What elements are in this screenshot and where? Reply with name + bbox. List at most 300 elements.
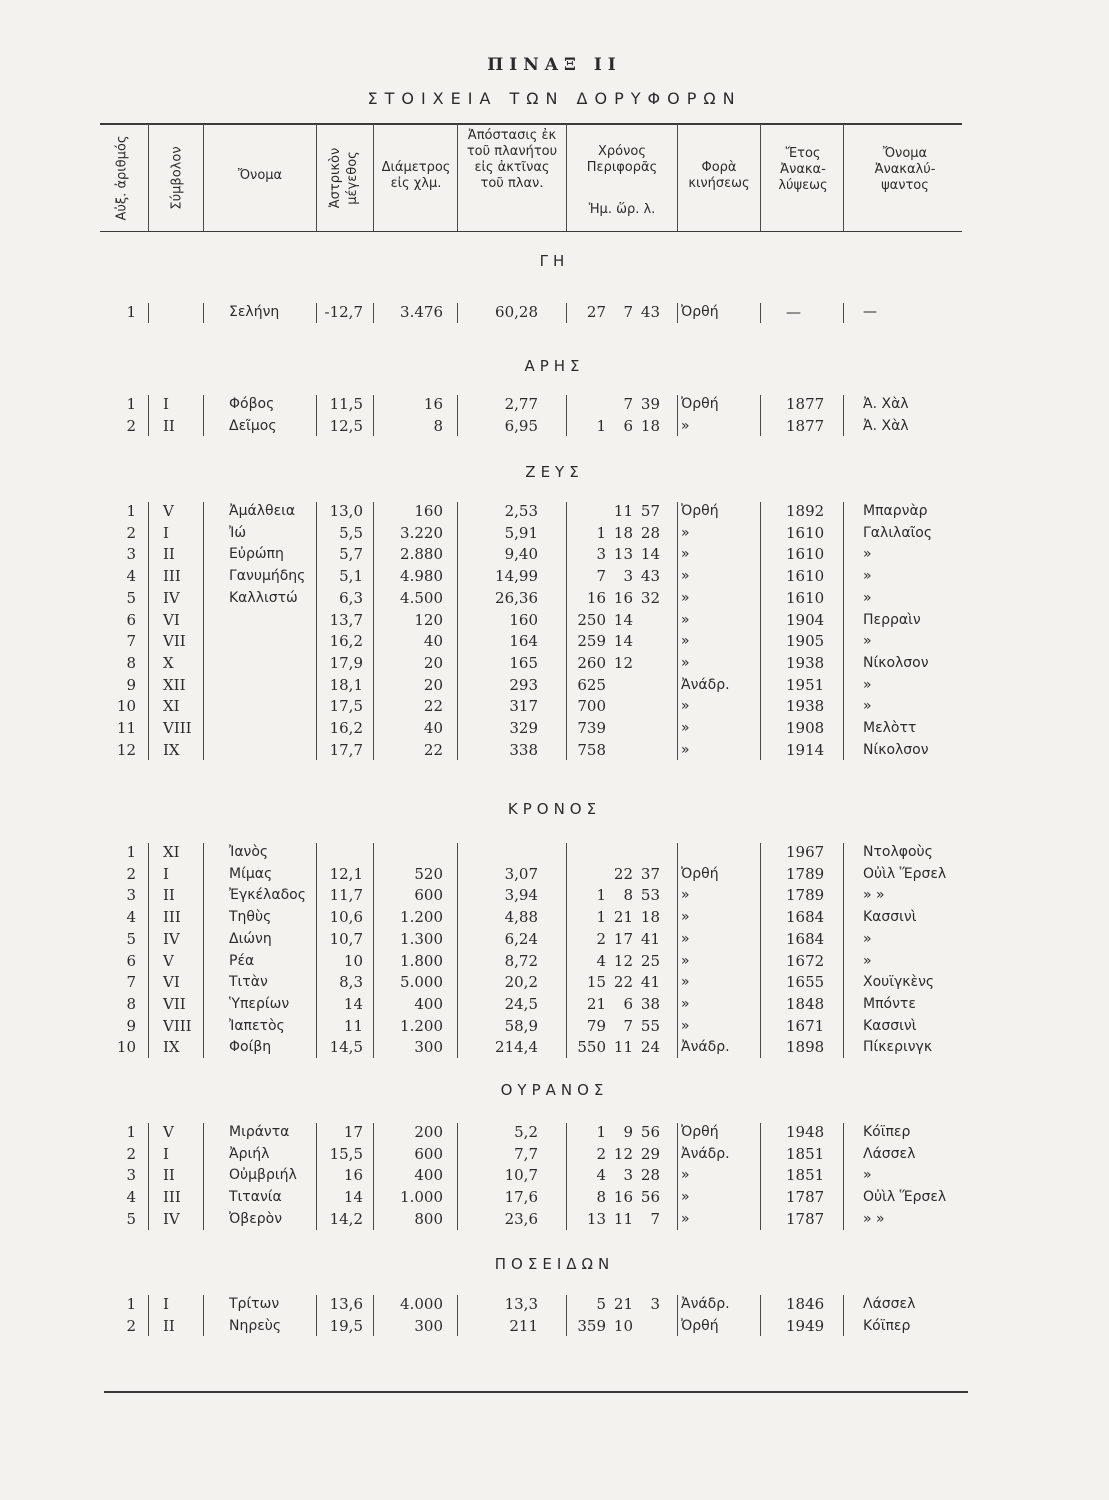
discovery-year: 1671 xyxy=(786,1016,825,1035)
column-rule xyxy=(316,303,317,323)
row-number: 11 xyxy=(116,719,136,737)
diameter: 120 xyxy=(414,610,443,629)
header-divider xyxy=(373,124,374,231)
discovery-year: 1951 xyxy=(786,675,825,694)
period-minutes: 29 xyxy=(640,1144,660,1163)
period-minutes: 18 xyxy=(640,908,660,927)
distance: 6,95 xyxy=(504,416,538,435)
header-name: Ὄνομα xyxy=(237,168,283,183)
row-number: 6 xyxy=(126,951,136,970)
column-rule xyxy=(677,395,678,436)
direction: » xyxy=(681,589,690,606)
period-days: 359 xyxy=(577,1316,606,1335)
discoverer: » xyxy=(863,568,872,585)
period-minutes: 56 xyxy=(640,1123,660,1141)
diameter: 22 xyxy=(423,740,443,759)
magnitude: 13,6 xyxy=(329,1295,363,1313)
period-hours: 21 xyxy=(613,908,633,927)
period-hours: 9 xyxy=(623,1123,633,1141)
column-rule xyxy=(203,1295,204,1336)
header-number: Αὐξ. ἀριθμός xyxy=(114,135,130,221)
satellite-symbol: I xyxy=(163,1144,169,1163)
period-hours: 7 xyxy=(623,395,633,413)
discovery-year: 1898 xyxy=(786,1038,825,1057)
period-hours: 10 xyxy=(613,1316,633,1335)
column-rule xyxy=(843,843,844,1058)
magnitude: 16,2 xyxy=(329,632,363,651)
distance: 4,88 xyxy=(504,908,538,927)
period-hours: 13 xyxy=(613,545,633,564)
row-number: 5 xyxy=(126,588,136,607)
magnitude: 17,7 xyxy=(329,740,363,759)
discoverer: » xyxy=(863,676,872,693)
column-rule xyxy=(677,1295,678,1336)
column-rule xyxy=(148,1123,149,1230)
header-divider xyxy=(843,124,844,231)
satellite-symbol: VI xyxy=(163,610,180,629)
satellite-symbol: IX xyxy=(163,1038,180,1057)
table-title: ΠΙΝΑΞ ΙΙ xyxy=(487,55,622,75)
discovery-year: 1684 xyxy=(786,929,825,948)
distance: 293 xyxy=(509,675,538,694)
period-minutes: 43 xyxy=(640,567,660,586)
row-number: 10 xyxy=(116,697,136,716)
row-number: 7 xyxy=(126,973,136,992)
discoverer: » xyxy=(863,1167,872,1184)
direction: » xyxy=(681,568,690,585)
planet-heading: ΠΟΣΕΙΔΩΝ xyxy=(494,1255,615,1273)
diameter: 160 xyxy=(414,502,443,520)
column-rule xyxy=(203,843,204,1058)
row-number: 12 xyxy=(116,740,136,759)
column-rule xyxy=(566,1295,567,1336)
row-number: 3 xyxy=(126,1166,136,1185)
satellite-symbol: IV xyxy=(163,588,180,607)
header-distance: Ἀπόστασις ἐκ τοῦ πλανήτου εἰς ἀκτῖνας τοῦ πλαν. xyxy=(466,128,558,191)
period-minutes: 38 xyxy=(640,994,660,1013)
period-days: 15 xyxy=(586,973,606,992)
column-rule xyxy=(203,395,204,436)
discovery-year: 1848 xyxy=(786,994,825,1013)
discovery-year: — xyxy=(786,303,801,321)
period-hours: 12 xyxy=(613,951,633,970)
satellite-name: Οὐμβριήλ xyxy=(229,1167,297,1184)
period-days: 8 xyxy=(596,1188,606,1207)
satellite-name: Μιράντα xyxy=(229,1124,290,1140)
period-minutes: 25 xyxy=(640,951,660,970)
row-number: 6 xyxy=(126,610,136,629)
column-rule xyxy=(457,395,458,436)
column-rule xyxy=(457,1295,458,1336)
discoverer: Νίκολσον xyxy=(863,741,929,758)
row-number: 2 xyxy=(126,523,136,542)
distance: 58,9 xyxy=(504,1016,538,1035)
column-rule xyxy=(373,843,374,1058)
satellite-symbol: I xyxy=(163,864,169,883)
discoverer: Κόϊπερ xyxy=(863,1317,911,1334)
distance: 211 xyxy=(509,1316,538,1335)
distance: 23,6 xyxy=(504,1209,538,1228)
direction: Ὀρθή xyxy=(681,1317,719,1334)
diameter: 16 xyxy=(423,395,443,413)
period-minutes: 24 xyxy=(640,1038,660,1057)
period-days: 700 xyxy=(577,697,606,716)
satellite-symbol: IV xyxy=(163,1209,180,1228)
direction: » xyxy=(681,887,690,904)
diameter: 200 xyxy=(414,1123,443,1141)
column-rule xyxy=(373,395,374,436)
discovery-year: 1610 xyxy=(786,588,825,607)
row-number: 1 xyxy=(126,1123,136,1141)
diameter: 3.220 xyxy=(400,523,443,542)
header-divider xyxy=(677,124,678,231)
column-rule xyxy=(457,502,458,760)
satellite-symbol: III xyxy=(163,567,181,586)
discoverer: Μπαρνὰρ xyxy=(863,503,928,519)
satellite-symbol: I xyxy=(163,523,169,542)
discoverer: Περραὶν xyxy=(863,611,921,628)
period-hours: 6 xyxy=(623,994,633,1013)
diameter: 300 xyxy=(414,1316,443,1335)
header-period-units: Ἡμ. ὥρ. λ. xyxy=(588,202,656,217)
discoverer: Οὐὶλ Ἕρσελ xyxy=(863,1189,947,1206)
period-hours: 14 xyxy=(613,610,633,629)
direction: » xyxy=(681,611,690,628)
diameter: 400 xyxy=(414,1166,443,1185)
column-rule xyxy=(677,1123,678,1230)
diameter: 8 xyxy=(433,416,443,435)
period-minutes: 28 xyxy=(640,1166,660,1185)
period-hours: 12 xyxy=(613,653,633,672)
column-rule xyxy=(566,395,567,436)
row-number: 2 xyxy=(126,1316,136,1335)
period-hours: 21 xyxy=(613,1295,633,1313)
diameter: 4.500 xyxy=(400,588,443,607)
magnitude: 12,1 xyxy=(329,864,363,883)
period-days: 259 xyxy=(577,632,606,651)
discoverer: Ἀ. Χὰλ xyxy=(863,417,909,434)
discovery-year: 1967 xyxy=(786,843,825,861)
discovery-year: 1949 xyxy=(786,1316,825,1335)
row-number: 4 xyxy=(126,908,136,927)
satellite-name: Σελήνη xyxy=(229,304,280,320)
period-days: 21 xyxy=(586,994,606,1013)
header-divider xyxy=(457,124,458,231)
column-rule xyxy=(843,1123,844,1230)
period-minutes: 56 xyxy=(640,1188,660,1207)
period-days: 739 xyxy=(577,719,606,737)
discoverer: » xyxy=(863,698,872,715)
header-period: Χρόνος Περιφορᾶς xyxy=(586,144,658,175)
diameter: 22 xyxy=(423,697,443,716)
discovery-year: 1905 xyxy=(786,632,825,651)
header-divider xyxy=(760,124,761,231)
period-minutes: 32 xyxy=(640,588,660,607)
row-number: 10 xyxy=(116,1038,136,1057)
period-hours: 16 xyxy=(613,588,633,607)
period-hours: 14 xyxy=(613,632,633,651)
row-number: 2 xyxy=(126,416,136,435)
discovery-year: 1789 xyxy=(786,864,825,883)
distance: 10,7 xyxy=(504,1166,538,1185)
period-days: 260 xyxy=(577,653,606,672)
satellite-symbol: II xyxy=(163,1166,175,1185)
satellite-symbol: X xyxy=(163,653,174,672)
table-bottom-rule xyxy=(104,1391,968,1393)
direction: » xyxy=(681,524,690,541)
column-rule xyxy=(373,1295,374,1336)
discovery-year: 1948 xyxy=(786,1123,825,1141)
discovery-year: 1938 xyxy=(786,697,825,716)
discoverer: Μελὸττ xyxy=(863,720,917,736)
row-number: 9 xyxy=(126,675,136,694)
direction: » xyxy=(681,741,690,758)
discoverer: » xyxy=(863,546,872,563)
distance: 14,99 xyxy=(495,567,538,586)
period-minutes: 55 xyxy=(640,1016,660,1035)
column-rule xyxy=(316,1123,317,1230)
period-days: 4 xyxy=(596,1166,606,1185)
satellite-name: Φοίβη xyxy=(229,1039,272,1056)
planet-heading: ΓΗ xyxy=(539,252,570,270)
magnitude: 8,3 xyxy=(339,973,363,992)
satellite-symbol: XI xyxy=(163,697,180,716)
magnitude: 16,2 xyxy=(329,719,363,737)
magnitude: 13,7 xyxy=(329,610,363,629)
diameter: 4.980 xyxy=(400,567,443,586)
distance: 164 xyxy=(509,632,538,651)
period-days: 1 xyxy=(596,1123,606,1141)
row-number: 7 xyxy=(126,632,136,651)
direction: » xyxy=(681,1017,690,1034)
magnitude: 14 xyxy=(343,1188,363,1207)
diameter: 600 xyxy=(414,886,443,905)
magnitude: 14,2 xyxy=(329,1209,363,1228)
period-days: 1 xyxy=(596,886,606,905)
satellite-name: Ἰώ xyxy=(229,524,247,541)
column-rule xyxy=(148,1295,149,1336)
distance: 2,77 xyxy=(504,395,538,413)
planet-heading: ΟΥΡΑΝΟΣ xyxy=(500,1081,609,1099)
period-days: 7 xyxy=(596,567,606,586)
discoverer: » xyxy=(863,952,872,969)
discovery-year: 1610 xyxy=(786,523,825,542)
discovery-year: 1787 xyxy=(786,1209,825,1228)
header-diameter: Διάμετρος εἰς χλμ. xyxy=(381,160,451,191)
discovery-year: 1892 xyxy=(786,502,825,520)
column-rule xyxy=(760,1295,761,1336)
period-days: 1 xyxy=(596,908,606,927)
distance: 17,6 xyxy=(504,1188,538,1207)
satellite-symbol: XII xyxy=(163,675,186,694)
diameter: 400 xyxy=(414,994,443,1013)
discovery-year: 1787 xyxy=(786,1188,825,1207)
direction: » xyxy=(681,720,690,736)
diameter: 3.476 xyxy=(400,303,443,321)
satellite-name: Τρίτων xyxy=(229,1296,280,1312)
direction: » xyxy=(681,1210,690,1227)
row-number: 1 xyxy=(126,303,136,321)
column-rule xyxy=(203,502,204,760)
column-rule xyxy=(843,395,844,436)
satellite-name: Δεῖμος xyxy=(229,417,277,434)
satellite-symbol: II xyxy=(163,1316,175,1335)
row-number: 8 xyxy=(126,994,136,1013)
column-rule xyxy=(148,843,149,1058)
column-rule xyxy=(760,843,761,1058)
direction: Ἀνάδρ. xyxy=(681,676,730,693)
row-number: 4 xyxy=(126,1188,136,1207)
direction: » xyxy=(681,909,690,926)
period-minutes: 3 xyxy=(650,1295,660,1313)
direction: Ἀνάδρ. xyxy=(681,1145,730,1162)
magnitude: 17 xyxy=(343,1123,363,1141)
discovery-year: 1877 xyxy=(786,395,825,413)
direction: » xyxy=(681,654,690,671)
discovery-year: 1655 xyxy=(786,973,825,992)
period-hours: 12 xyxy=(613,1144,633,1163)
period-days: 758 xyxy=(577,740,606,759)
header-magnitude: Ἀστρικὸν μέγεθος xyxy=(328,147,360,209)
column-rule xyxy=(148,303,149,323)
period-days: 1 xyxy=(596,523,606,542)
discoverer: Κόϊπερ xyxy=(863,1124,911,1140)
satellite-name: Γανυμήδης xyxy=(229,568,306,585)
magnitude: 14,5 xyxy=(329,1038,363,1057)
discoverer: Νίκολσον xyxy=(863,654,929,671)
period-minutes: 41 xyxy=(640,973,660,992)
column-rule xyxy=(566,303,567,323)
row-number: 8 xyxy=(126,653,136,672)
magnitude: 17,5 xyxy=(329,697,363,716)
satellite-symbol: II xyxy=(163,545,175,564)
discoverer: » xyxy=(863,633,872,650)
discovery-year: 1610 xyxy=(786,545,825,564)
magnitude: 11 xyxy=(343,1016,363,1035)
period-days: 1 xyxy=(596,416,606,435)
column-rule xyxy=(677,303,678,323)
discoverer: Χουϊγκὲνς xyxy=(863,974,935,991)
period-days: 16 xyxy=(586,588,606,607)
satellite-name: Ἀμάλθεια xyxy=(229,503,296,519)
satellite-symbol: VIII xyxy=(163,1016,192,1035)
row-number: 5 xyxy=(126,929,136,948)
direction: » xyxy=(681,417,690,434)
distance: 5,2 xyxy=(514,1123,538,1141)
row-number: 5 xyxy=(126,1209,136,1228)
magnitude: 11,7 xyxy=(329,886,363,905)
diameter: 1.800 xyxy=(400,951,443,970)
row-number: 1 xyxy=(126,502,136,520)
satellite-name: Μίμας xyxy=(229,865,273,882)
direction: Ὀρθή xyxy=(681,503,719,519)
column-rule xyxy=(566,1123,567,1230)
direction: » xyxy=(681,930,690,947)
satellite-name: Φόβος xyxy=(229,396,275,412)
table-subtitle: ΣΤΟΙΧΕΙΑ ΤΩΝ ΔΟΡΥΦΟΡΩΝ xyxy=(367,89,742,108)
period-hours: 11 xyxy=(613,502,633,520)
direction: » xyxy=(681,698,690,715)
period-days: 250 xyxy=(577,610,606,629)
column-rule xyxy=(316,502,317,760)
period-days: 4 xyxy=(596,951,606,970)
period-hours: 16 xyxy=(613,1188,633,1207)
column-rule xyxy=(457,1123,458,1230)
period-minutes: 53 xyxy=(640,886,660,905)
header-direction: Φορὰ κινήσεως xyxy=(688,160,750,191)
diameter: 800 xyxy=(414,1209,443,1228)
column-rule xyxy=(203,303,204,323)
column-rule xyxy=(760,395,761,436)
direction: Ἀνάδρ. xyxy=(681,1296,730,1312)
discovery-year: 1908 xyxy=(786,719,825,737)
discovery-year: 1789 xyxy=(786,886,825,905)
direction: » xyxy=(681,1167,690,1184)
period-days: 2 xyxy=(596,1144,606,1163)
distance: 26,36 xyxy=(495,588,538,607)
satellite-symbol: III xyxy=(163,1188,181,1207)
distance: 6,24 xyxy=(504,929,538,948)
column-rule xyxy=(316,1295,317,1336)
header-divider xyxy=(148,124,149,231)
period-days: 13 xyxy=(586,1209,606,1228)
direction: » xyxy=(681,974,690,991)
satellite-symbol: V xyxy=(163,951,174,970)
row-number: 2 xyxy=(126,864,136,883)
header-year: Ἔτος Ἀνακα-λύψεως xyxy=(778,146,828,193)
diameter: 2.880 xyxy=(400,545,443,564)
discoverer: Λάσσελ xyxy=(863,1145,916,1162)
period-minutes: 57 xyxy=(640,502,660,520)
discoverer: Κασσινὶ xyxy=(863,909,917,926)
discovery-year: 1851 xyxy=(786,1166,825,1185)
header-bottom-rule xyxy=(100,231,962,232)
period-days: 79 xyxy=(586,1016,606,1035)
satellite-symbol: V xyxy=(163,502,174,520)
satellite-name: Διώνη xyxy=(229,930,272,947)
diameter: 5.000 xyxy=(400,973,443,992)
distance: 317 xyxy=(509,697,538,716)
direction: » xyxy=(681,952,690,969)
period-days: 3 xyxy=(596,545,606,564)
satellite-symbol: VIII xyxy=(163,719,192,737)
distance: 3,94 xyxy=(504,886,538,905)
magnitude: 5,7 xyxy=(339,545,363,564)
period-days: 2 xyxy=(596,929,606,948)
distance: 165 xyxy=(509,653,538,672)
period-minutes: 39 xyxy=(640,395,660,413)
diameter: 4.000 xyxy=(400,1295,443,1313)
distance: 60,28 xyxy=(495,303,538,321)
discovery-year: 1851 xyxy=(786,1144,825,1163)
direction: Ὀρθή xyxy=(681,304,719,320)
satellite-symbol: VI xyxy=(163,973,180,992)
satellite-name: Ἐγκέλαδος xyxy=(229,887,306,904)
satellite-symbol: II xyxy=(163,886,175,905)
column-rule xyxy=(148,502,149,760)
period-days: 550 xyxy=(577,1038,606,1057)
satellite-symbol: I xyxy=(163,395,169,413)
direction: » xyxy=(681,546,690,563)
period-minutes: 28 xyxy=(640,523,660,542)
satellite-symbol: VII xyxy=(163,994,186,1013)
diameter: 1.200 xyxy=(400,1016,443,1035)
column-rule xyxy=(203,1123,204,1230)
period-days: 5 xyxy=(596,1295,606,1313)
discoverer: Ντολφοὺς xyxy=(863,844,933,860)
magnitude: 13,0 xyxy=(329,502,363,520)
satellite-name: Ρέα xyxy=(229,952,255,969)
